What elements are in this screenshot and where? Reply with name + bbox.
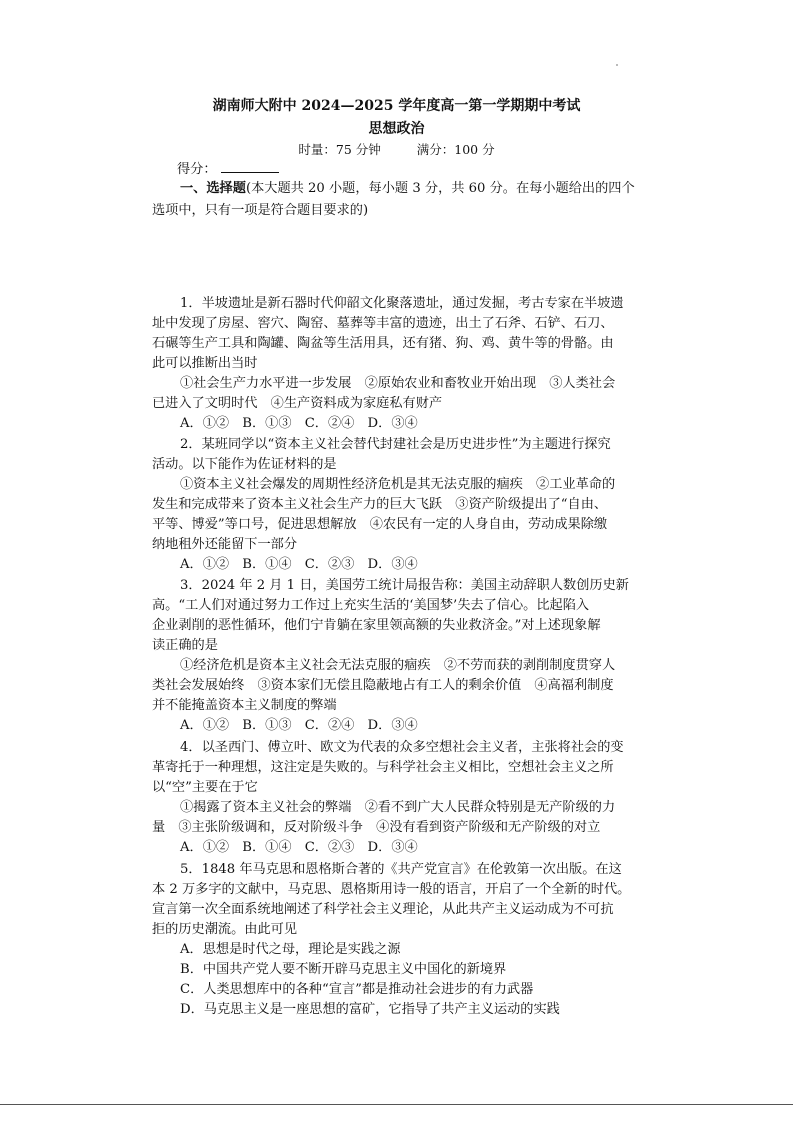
- q3-options: A．①② B．①③ C．②④ D．③④: [180, 718, 418, 733]
- q3-stem: 读正确的是: [152, 638, 218, 653]
- q3-stem: 高。“工人们对通过努力工作过上充实生活的‘美国梦’失去了信心。比起陷入: [152, 598, 590, 613]
- q5-option-c: C．人类思想库中的各种“宣言”都是推动社会进步的有力武器: [180, 982, 534, 997]
- q2-options: A．①② B．①④ C．②③ D．③④: [180, 557, 418, 572]
- q1-stem: 石碾等生产工具和陶罐、陶盆等生活用具，还有猪、狗、鸡、黄牛等的骨骼。由: [152, 336, 614, 351]
- q1-statements: ①社会生产力水平进一步发展 ②原始农业和畜牧业开始出现 ③人类社会: [180, 376, 616, 391]
- q1-statements: 已进入了文明时代 ④生产资料成为家庭私有财产: [152, 396, 443, 411]
- section-intro: [180, 181, 635, 197]
- q3-statements: 类社会发展始终 ③资本家们无偿且隐蔽地占有工人的剩余价值 ④高福利制度: [152, 678, 614, 693]
- q4-stem: 以“空”主要在于它: [152, 780, 258, 795]
- exam-meta: [0, 140, 793, 158]
- section-desc-cont: 选项中，只有一项是符合题目要求的): [152, 203, 369, 218]
- q5-option-d: D．马克思主义是一座思想的富矿，它指导了共产主义运动的实践: [180, 1002, 560, 1017]
- q4-statements: 量 ③主张阶级调和，反对阶级斗争 ④没有看到资产阶级和无产阶级的对立: [152, 820, 601, 835]
- section-heading: 一、选择题: [180, 181, 246, 196]
- q3-stem: 3．2024 年 2 月 1 日，美国劳工统计局报告称：美国主动辞职人数创历史新: [180, 578, 629, 593]
- q3-statements: 并不能掩盖资本主义制度的弊端: [152, 698, 337, 713]
- full-score: 满分：100 分: [416, 142, 495, 157]
- q5-stem: 本 2 万多字的文献中，马克思、恩格斯用诗一般的语言，开启了一个全新的时代。: [152, 882, 631, 897]
- score-label: 得分：: [177, 162, 217, 177]
- time-limit: 时量：75 分钟: [298, 142, 381, 157]
- q1-stem: 1．半坡遗址是新石器时代仰韶文化聚落遗址，通过发掘，考古专家在半坡遗: [180, 296, 624, 311]
- q5-option-a: A．思想是时代之母，理论是实践之源: [180, 942, 401, 957]
- q4-stem: 4．以圣西门、傅立叶、欧文为代表的众多空想社会主义者，主张将社会的变: [180, 740, 624, 755]
- score-field: [177, 160, 279, 178]
- q2-statements: ①资本主义社会爆发的周期性经济危机是其无法克服的痼疾 ②工业革命的: [180, 477, 616, 492]
- scan-mark: [616, 64, 618, 66]
- subject-title: 思想政治: [368, 121, 425, 137]
- q2-stem: 2．某班同学以“资本主义社会替代封建社会是历史进步性”为主题进行探究: [180, 437, 611, 452]
- q5-stem: 5．1848 年马克思和恩格斯合著的《共产党宣言》在伦敦第一次出版。在这: [180, 862, 622, 877]
- page-bottom-rule: [0, 1104, 793, 1105]
- score-blank[interactable]: [221, 160, 279, 173]
- q4-stem: 革寄托于一种理想，这注定是失败的。与科学社会主义相比，空想社会主义之所: [152, 760, 614, 775]
- q4-options: A．①② B．①④ C．②③ D．③④: [180, 840, 418, 855]
- q5-stem: 宣言第一次全面系统地阐述了科学社会主义理论，从此共产主义运动成为不可抗: [152, 902, 614, 917]
- q1-options: A．①② B．①③ C．②④ D．③④: [180, 416, 418, 431]
- q3-statements: ①经济危机是资本主义社会无法克服的痼疾 ②不劳而获的剥削制度贯穿人: [180, 658, 616, 673]
- q5-option-b: B．中国共产党人要不断开辟马克思主义中国化的新境界: [180, 962, 507, 977]
- q4-statements: ①揭露了资本主义社会的弊端 ②看不到广大人民群众特别是无产阶级的力: [180, 800, 616, 815]
- exam-title: 湖南师大附中 2024—2025 学年度高一第一学期期中考试: [212, 98, 581, 114]
- q1-stem: 此可以推断出当时: [152, 356, 258, 371]
- section-desc: (本大题共 20 小题，每小题 3 分，共 60 分。在每小题给出的四个: [245, 181, 635, 196]
- q2-statements: 发生和完成带来了资本主义社会生产力的巨大飞跃 ③资产阶级提出了“自由、: [152, 497, 608, 512]
- q2-statements: 平等、博爱”等口号，促进思想解放 ④农民有一定的人身自由，劳动成果除缴: [152, 517, 608, 532]
- q2-stem: 活动。以下能作为佐证材料的是: [152, 457, 337, 472]
- q2-statements: 纳地租外还能留下一部分: [152, 537, 298, 552]
- q5-stem: 拒的历史潮流。由此可见: [152, 922, 298, 937]
- q1-stem: 址中发现了房屋、窖穴、陶窑、墓葬等丰富的遗迹，出土了石斧、石铲、石刀、: [152, 316, 614, 331]
- q3-stem: 企业剥削的恶性循环，他们宁肯躺在家里领高额的失业救济金。”对上述现象解: [152, 618, 601, 633]
